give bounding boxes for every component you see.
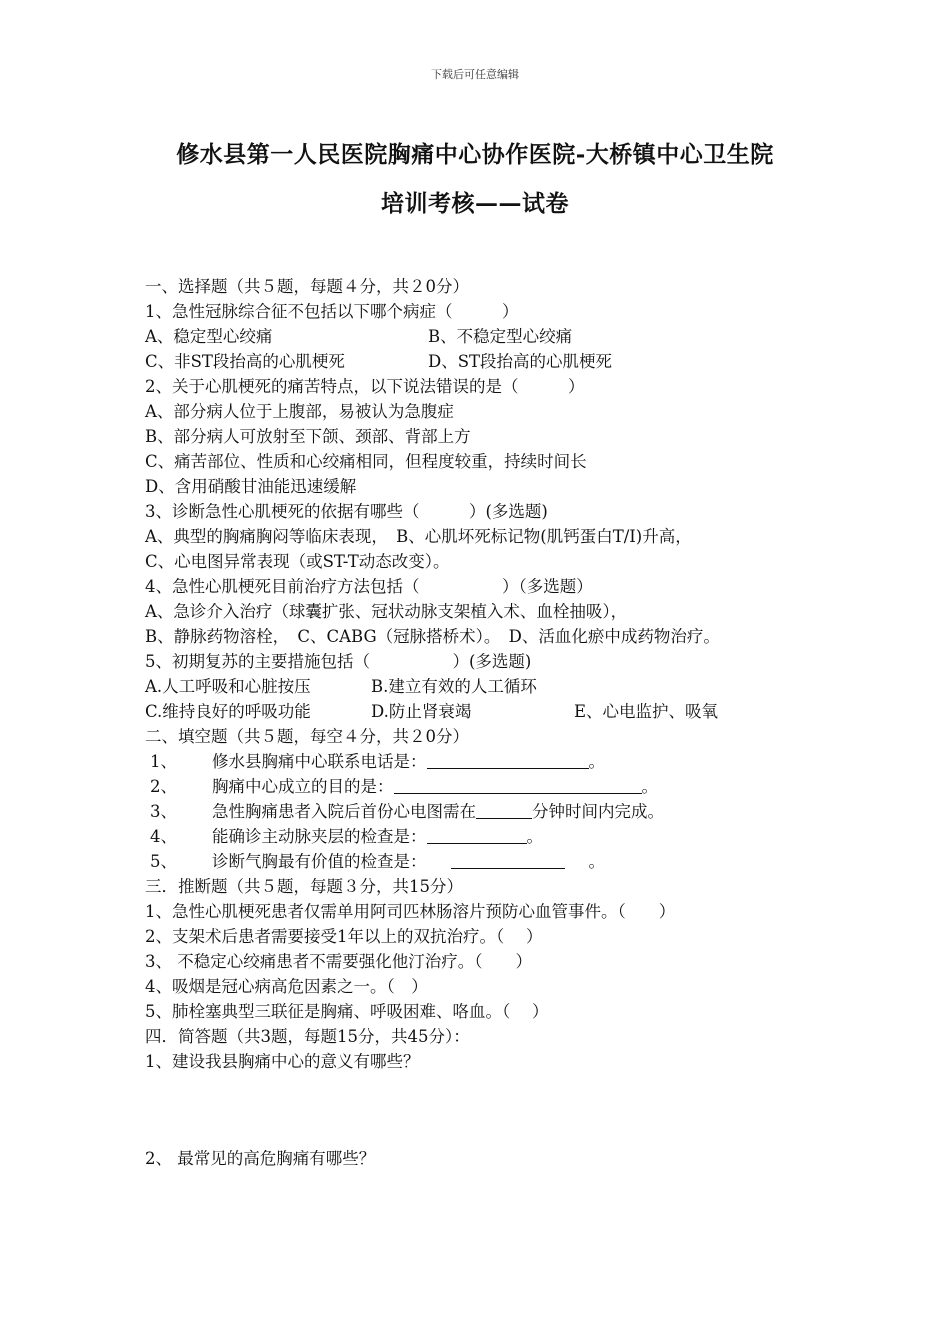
q2-option-d: D、含用硝酸甘油能迅速缓解 xyxy=(145,477,357,496)
q4-stem: 4、急性心肌梗死目前治疗方法包括（ ）（多选题） xyxy=(145,577,593,596)
q2-option-a: A、部分病人位于上腹部，易被认为急腹症 xyxy=(145,402,454,421)
fill-item: 3、 急性胸痛患者入院后首份心电图需在 分钟时间内完成。 xyxy=(150,802,664,821)
judge-item: 2、支架术后患者需要接受1年以上的双抗治疗。（ ） xyxy=(145,927,543,946)
judge-item: 3、 不稳定心绞痛患者不需要强化他汀治疗。（ ） xyxy=(145,952,532,971)
q5-option-a: A.人工呼吸和心脏按压 xyxy=(145,677,311,696)
q1-options-cd xyxy=(145,349,845,374)
q5-options-ab xyxy=(145,674,845,699)
section4-heading: 四．简答题（共3题，每题15分，共45分）： xyxy=(145,1027,470,1046)
q4-option-a: A、急诊介入治疗（球囊扩张、冠状动脉支架植入术、血栓抽吸）， xyxy=(145,602,628,621)
judge-item: 1、急性心肌梗死患者仅需单用阿司匹林肠溶片预防心血管事件。（ ） xyxy=(145,902,676,921)
q1-option-a: A、稳定型心绞痛 xyxy=(145,327,273,346)
q4-options-bcd: B、静脉药物溶栓， C、CABG（冠脉搭桥术）。 D、活血化瘀中成药物治疗。 xyxy=(145,627,720,646)
answer-space[interactable] xyxy=(145,1074,845,1146)
q1-option-d: D、ST段抬高的心肌梗死 xyxy=(428,352,613,371)
q5-option-e: E、心电监护、吸氧 xyxy=(574,702,719,721)
section2-heading: 二、填空题（共５题，每空４分，共２0分） xyxy=(145,727,469,746)
section1-heading: 一、选择题（共５题，每题４分，共２0分） xyxy=(145,277,469,296)
answer-blank[interactable] xyxy=(451,850,565,869)
q1-options-ab xyxy=(145,324,845,349)
q5-option-c: C.维持良好的呼吸功能 xyxy=(145,702,311,721)
exam-content xyxy=(145,274,845,1171)
section3-heading: 三．推断题（共５题，每题３分，共15分） xyxy=(145,877,463,896)
q5-option-b: B.建立有效的人工循环 xyxy=(371,677,537,696)
fill-item: 2、 胸痛中心成立的目的是： 。 xyxy=(150,777,658,796)
q1-option-c: C、非ST段抬高的心肌梗死 xyxy=(145,352,345,371)
answer-blank[interactable] xyxy=(394,775,642,794)
q3-option-c: C、心电图异常表现（或ST-T动态改变）。 xyxy=(145,552,450,571)
fill-item: 1、 修水县胸痛中心联系电话是： 。 xyxy=(150,752,605,771)
q5-options-cde xyxy=(145,699,845,724)
document-subtitle: 培训考核——试卷 xyxy=(381,190,569,217)
fill-item: 5、 诊断气胸最有价值的检查是： 。 xyxy=(150,852,605,871)
header-note: 下载后可任意编辑 xyxy=(431,68,519,81)
q3-stem: 3、诊断急性心肌梗死的依据有哪些（ ）(多选题) xyxy=(145,502,548,521)
short-answer-q1: 1、建设我县胸痛中心的意义有哪些？ xyxy=(145,1052,420,1071)
q5-option-d: D.防止肾衰竭 xyxy=(371,702,472,721)
q3-options-ab: A、典型的胸痛胸闷等临床表现， B、心肌坏死标记物(肌钙蛋白T/I)升高， xyxy=(145,527,692,546)
q2-option-c: C、痛苦部位、性质和心绞痛相同，但程度较重，持续时间长 xyxy=(145,452,587,471)
answer-blank[interactable] xyxy=(427,750,589,769)
fill-item: 4、 能确诊主动脉夹层的检查是： 。 xyxy=(150,827,543,846)
answer-blank[interactable] xyxy=(476,800,532,819)
answer-blank[interactable] xyxy=(427,825,527,844)
q5-stem: 5、初期复苏的主要措施包括（ ）(多选题) xyxy=(145,652,532,671)
q1-option-b: B、不稳定型心绞痛 xyxy=(428,327,573,346)
judge-item: 5、肺栓塞典型三联征是胸痛、呼吸困难、咯血。（ ） xyxy=(145,1002,549,1021)
q2-option-b: B、部分病人可放射至下颌、颈部、背部上方 xyxy=(145,427,471,446)
short-answer-q2: 2、 最常见的高危胸痛有哪些？ xyxy=(145,1149,376,1168)
q2-stem: 2、关于心肌梗死的痛苦特点，以下说法错误的是（ ） xyxy=(145,377,585,396)
q1-stem: 1、急性冠脉综合征不包括以下哪个病症（ ） xyxy=(145,302,519,321)
judge-item: 4、吸烟是冠心病高危因素之一。（ ） xyxy=(145,977,428,996)
document-title: 修水县第一人民医院胸痛中心协作医院-大桥镇中心卫生院 xyxy=(176,141,774,168)
